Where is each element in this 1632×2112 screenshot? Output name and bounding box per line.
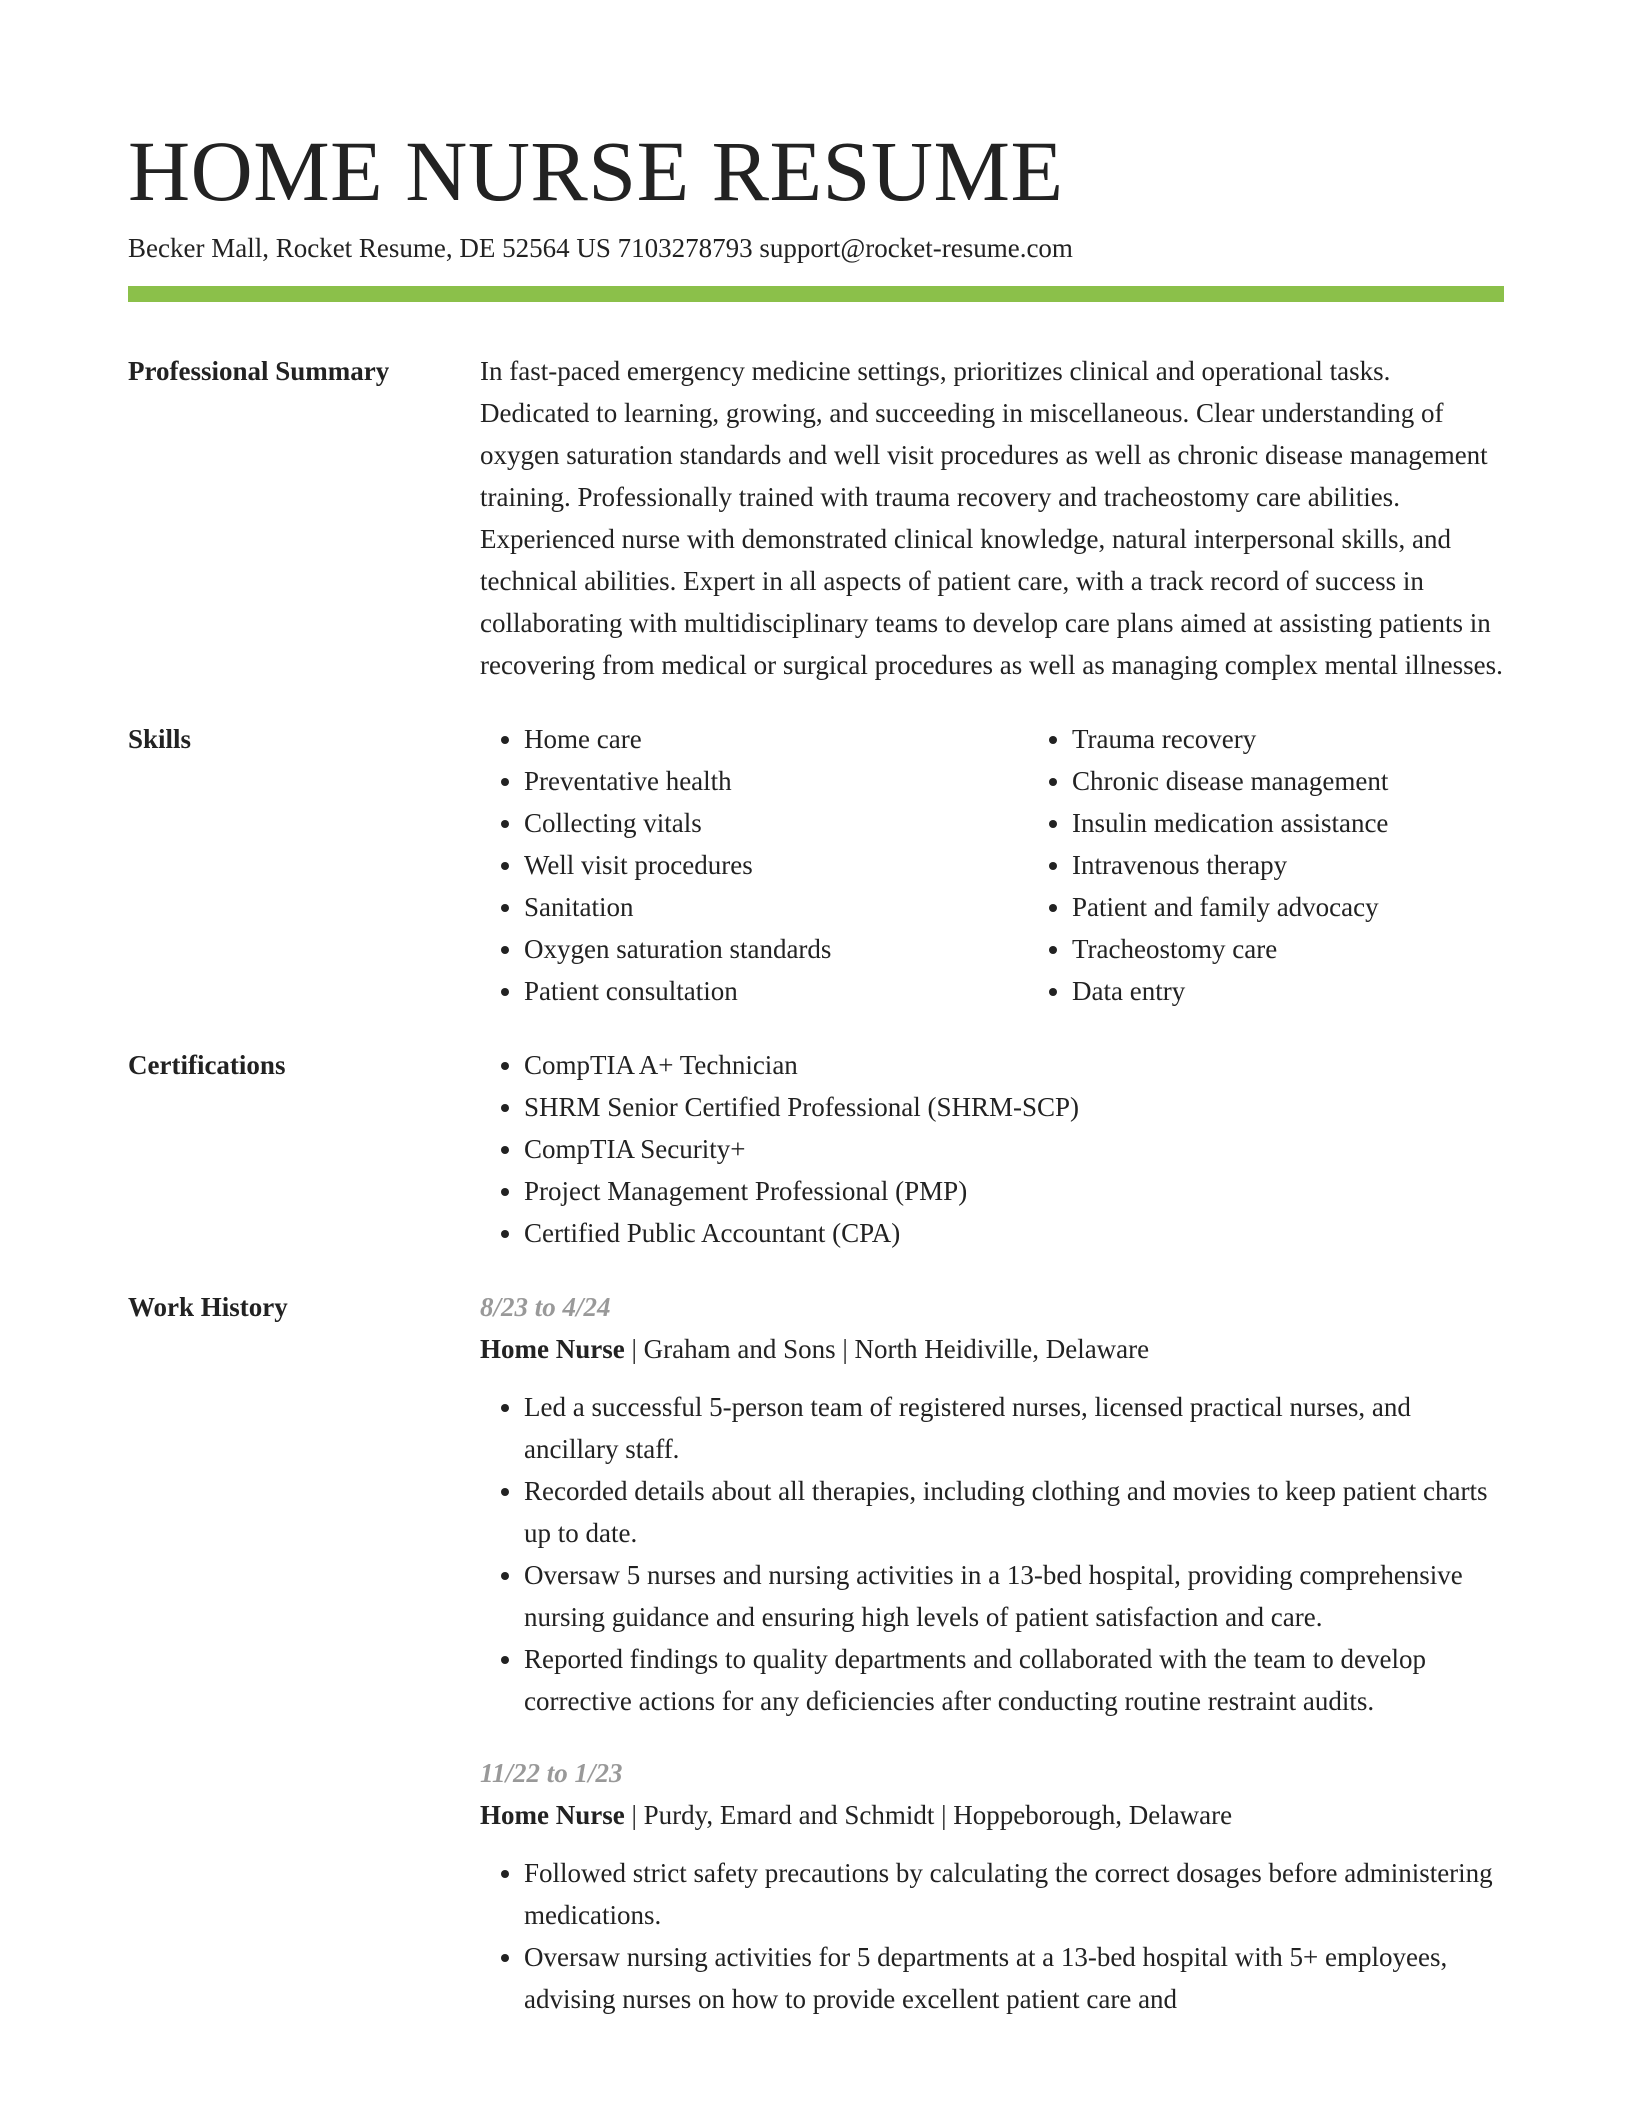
job-entry [480,1752,1504,2020]
summary-text: In fast-paced emergency medicine settings, prioritizes clinical and operational tasks. Dedicated to learning, growing, and succeeding in miscellaneous. Clear understanding of oxygen saturation standards and well visit procedures as well as chronic disease management training. Professionally trained with trauma recovery and tracheostomy care abilities. Experienced nurse with demonstrated clinical knowledge, natural interpersonal skills, and technical abilities. Expert in all aspects of patient care, with a track record of success in collaborating with multidisciplinary teams to develop care plans aimed at assisting patients in recovering from medical or surgical procedures as well as managing complex mental illnesses. [480,356,1503,680]
job-duty-item: • Led a successful 5-person team of registered nurses, licensed practical nurses, and ancillary staff. [524,1386,1504,1470]
skill-item: • Insulin medication assistance [1072,802,1504,844]
section-professional-summary [128,350,1504,686]
skill-item: • Patient and family advocacy [1072,886,1504,928]
skill-item: • Sanitation [524,886,1028,928]
job-employer-location: | Graham and Sons | North Heidiville, Delaware [624,1334,1150,1364]
section-label-skills: Skills [128,724,192,754]
job-heading [480,1794,1504,1836]
job-duty-item: • Reported findings to quality departments and collaborated with the team to develop corrective actions for any deficiencies after conducting routine restraint audits. [524,1638,1504,1722]
skill-item: • Data entry [1072,970,1504,1012]
skill-item: • Preventative health [524,760,1028,802]
skill-item: • Trauma recovery [1072,718,1504,760]
job-duty-item: • Oversaw nursing activities for 5 departments at a 13-bed hospital with 5+ employees, advising nurses on how to provide excellent patient care and [524,1936,1504,2020]
job-duty-item: • Recorded details about all therapies, including clothing and movies to keep patient charts up to date. [524,1470,1504,1554]
job-duties-list [480,1386,1504,1722]
job-entry [480,1286,1504,1722]
job-employer-location: | Purdy, Emard and Schmidt | Hoppeborough, Delaware [624,1800,1233,1830]
resume-content [128,350,1504,2082]
contact-line: Becker Mall, Rocket Resume, DE 52564 US 7103278793 support@rocket-resume.com [128,233,1073,263]
skill-item: • Intravenous therapy [1072,844,1504,886]
section-work-history [128,1286,1504,2050]
certification-item: • CompTIA A+ Technician [524,1044,1504,1086]
skill-item: • Oxygen saturation standards [524,928,1028,970]
skill-item: • Collecting vitals [524,802,1028,844]
section-label-work-history: Work History [128,1292,288,1322]
skill-item: • Tracheostomy care [1072,928,1504,970]
job-heading [480,1328,1504,1370]
certifications-list [480,1044,1504,1254]
skills-list-left [480,718,1028,1012]
skills-list-right [1028,718,1504,1012]
certification-item: • CompTIA Security+ [524,1128,1504,1170]
job-duty-item: • Oversaw 5 nurses and nursing activities in a 13-bed hospital, providing comprehensive nursing guidance and ensuring high levels of patient satisfaction and care. [524,1554,1504,1638]
section-skills [128,718,1504,1012]
certification-item: • SHRM Senior Certified Professional (SHRM-SCP) [524,1086,1504,1128]
header-divider [128,286,1504,302]
skill-item: • Well visit procedures [524,844,1028,886]
job-dates: 8/23 to 4/24 [480,1292,611,1322]
skill-item: • Home care [524,718,1028,760]
job-title: Home Nurse [480,1334,625,1364]
job-title: Home Nurse [480,1800,625,1830]
job-duty-item: • Followed strict safety precautions by calculating the correct dosages before administering medications. [524,1852,1504,1936]
job-duties-list [480,1852,1504,2020]
skill-item: • Patient consultation [524,970,1028,1012]
resume-title: HOME NURSE RESUME [128,123,1064,219]
certification-item: • Project Management Professional (PMP) [524,1170,1504,1212]
section-label-summary: Professional Summary [128,356,390,386]
job-dates: 11/22 to 1/23 [480,1758,623,1788]
skill-item: • Chronic disease management [1072,760,1504,802]
certification-item: • Certified Public Accountant (CPA) [524,1212,1504,1254]
section-label-certifications: Certifications [128,1050,286,1080]
section-certifications [128,1044,1504,1254]
